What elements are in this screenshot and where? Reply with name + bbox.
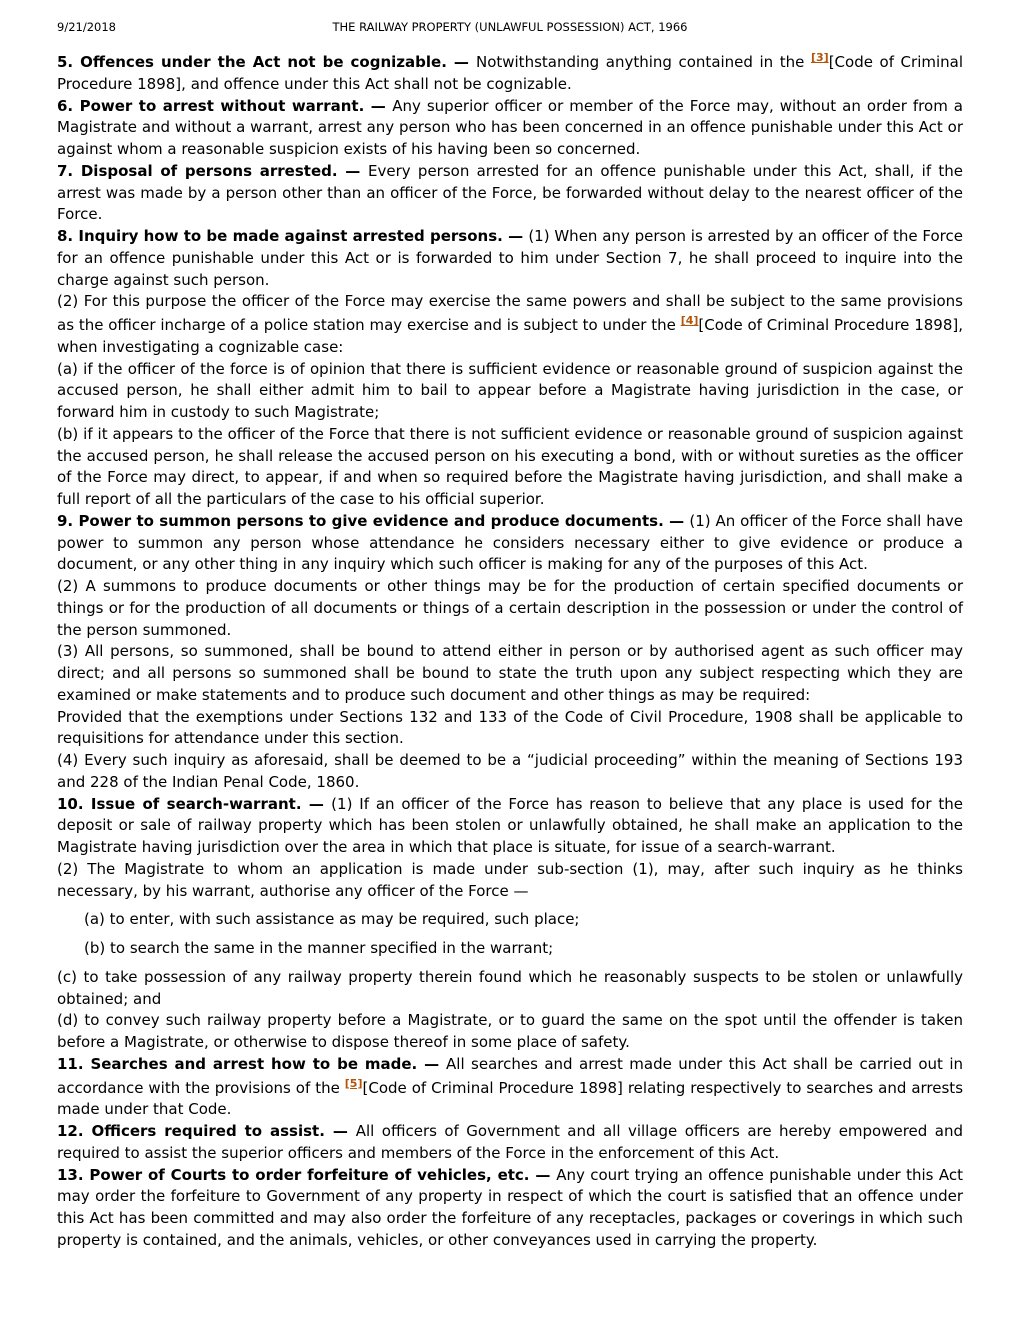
- paragraph: [57, 1010, 963, 1054]
- text-run: All officers of Government and all village officers are hereby empowered and required to assist the superior officers and members of the Force in the enforcement of this Act.: [57, 1122, 963, 1162]
- footnote-ref-link[interactable]: [4]: [680, 314, 699, 327]
- text-run: (1) An officer of the Force shall have power to summon any person whose attendance he considers necessary either to give evidence or produce a document, or any other thing in any inquiry which such officer is making for any of the purposes of this Act.: [57, 511, 964, 574]
- paragraph: [57, 859, 963, 903]
- text-run: [Code of Criminal Procedure 1898] relating respectively to searches and arrests made under that Code.: [57, 1078, 964, 1119]
- text-run: [Code of Criminal Procedure 1898], and offence under this Act shall not be cognizable.: [57, 53, 964, 93]
- section-heading: 9. Power to summon persons to give evidence and produce documents. —: [57, 511, 690, 530]
- text-run: Any court trying an offence punishable under this Act may order the forfeiture to Government of any property in respect of which the court is satisfied that an offence under this Act has been committed and may also order the forfeiture of any receptacles, packages or coverings in which such property is contained, and the animals, vehicles, or other conveyances used in carrying the property.: [57, 1165, 963, 1249]
- section-heading: 6. Power to arrest without warrant. —: [57, 96, 393, 115]
- text-run: (1) When any person is arrested by an officer of the Force for an offence punishable under this Act or is forwarded to him under Section 7, he shall proceed to inquire into the charge against such person.: [57, 227, 963, 289]
- paragraph: [57, 576, 963, 641]
- section-heading: 8. Inquiry how to be made against arrested persons. —: [57, 227, 529, 245]
- paragraph: [57, 909, 963, 931]
- text-run: (d) to convey such railway property before a Magistrate, or to guard the same on the spot until the offender is taken before a Magistrate, or otherwise to dispose thereof in some place of safety.: [57, 1011, 963, 1051]
- paragraph: [57, 226, 963, 291]
- paragraph: [57, 1165, 963, 1252]
- text-run: Notwithstanding anything contained in the: [475, 53, 811, 71]
- text-run: Every person arrested for an offence punishable under this Act, shall, if the arrest was made by a person other than an officer of the Force, be forwarded without delay to the nearest officer of the Force.: [57, 161, 963, 224]
- section-heading: 12. Officers required to assist. —: [57, 1122, 356, 1140]
- text-run: (4) Every such inquiry as aforesaid, shall be deemed to be a “judicial proceeding” within the meaning of Sections 193 and 228 of the Indian Penal Code, 1860.: [57, 751, 963, 791]
- text-run: (1) If an officer of the Force has reason to believe that any place is used for the deposit or sale of railway property which has been stolen or unlawfully obtained, he shall make an application to the Magistrate having jurisdiction over the area in which that place is situate, for issue of a search-warrant.: [57, 794, 963, 856]
- text-run: [Code of Criminal Procedure 1898], when investigating a cognizable case:: [57, 316, 963, 356]
- print-date: 9/21/2018: [57, 20, 116, 34]
- text-run: (2) A summons to produce documents or other things may be for the production of certain specified documents or things or for the production of all documents or things of a certain description in the possession or under the control of the person summoned.: [57, 577, 963, 639]
- paragraph: [57, 1121, 963, 1165]
- section-heading: 7. Disposal of persons arrested. —: [57, 161, 369, 180]
- paragraph: [57, 641, 963, 706]
- paragraph: [57, 794, 963, 859]
- text-run: (3) All persons, so summoned, shall be bound to attend either in person or by authorised agent as such officer may direct; and all persons so summoned shall be bound to state the truth upon any subject respecting which they are examined or make statements and to produce such document and other things as may be required:: [57, 642, 963, 704]
- paragraph: [57, 161, 963, 226]
- print-header: [57, 20, 963, 36]
- paragraph: [57, 291, 963, 358]
- paragraph: [57, 1054, 963, 1121]
- text-run: (b) to search the same in the manner specified in the warrant;: [84, 939, 554, 957]
- text-run: Provided that the exemptions under Sections 132 and 133 of the Code of Civil Procedure, 1908 shall be applicable to requisitions for attendance under this section.: [57, 707, 963, 748]
- section-heading: 5. Offences under the Act not be cognizable. —: [57, 53, 476, 71]
- text-run: Any superior officer or member of the Force may, without an order from a Magistrate and without a warrant, arrest any person who has been concerned in an offence punishable under this Act or against whom a reasonable suspicion exists of his having been so concerned.: [57, 96, 963, 158]
- text-run: (a) if the officer of the force is of opinion that there is sufficient evidence or reasonable ground of suspicion against the accused person, he shall either admit him to bail to appear before a Magistrate having jurisdiction in the case, or forward him in custody to such Magistrate;: [57, 359, 963, 421]
- page-title: THE RAILWAY PROPERTY (UNLAWFUL POSSESSION) ACT, 1966: [332, 20, 688, 34]
- text-run: (b) if it appears to the officer of the Force that there is not sufficient evidence or reasonable ground of suspicion against the accused person, he shall release the accused person on his executing a bond, with or without sureties as the officer of the Force may direct, to appear, if and when so required before the Magistrate having jurisdiction, and shall make a full report of all the particulars of the case to his official superior.: [57, 424, 963, 508]
- text-run: (2) For this purpose the officer of the Force may exercise the same powers and shall be subject to the same provisions as the officer incharge of a police station may exercise and is subject to under the: [57, 292, 963, 334]
- paragraph: [57, 938, 963, 960]
- text-run: (c) to take possession of any railway property therein found which he reasonably suspects to be stolen or unlawfully obtained; and: [57, 967, 963, 1008]
- footnote-ref-link[interactable]: [3]: [810, 51, 829, 64]
- section-heading: 11. Searches and arrest how to be made. —: [57, 1054, 447, 1073]
- text-run: (a) to enter, with such assistance as may be required, such place;: [84, 910, 580, 929]
- paragraph: [57, 424, 963, 511]
- section-heading: 10. Issue of search-warrant. —: [57, 794, 332, 813]
- text-run: All searches and arrest made under this Act shall be carried out in accordance with the provisions of the: [57, 1054, 963, 1097]
- paragraph: [57, 707, 963, 751]
- footnote-ref-link[interactable]: [5]: [344, 1076, 363, 1090]
- paragraph: [57, 50, 963, 96]
- paragraph: [57, 96, 963, 161]
- paragraph: [57, 511, 963, 576]
- paragraph: [57, 750, 963, 794]
- paragraph: [57, 967, 963, 1011]
- section-heading: 13. Power of Courts to order forfeiture of vehicles, etc. —: [57, 1165, 557, 1184]
- text-run: (2) The Magistrate to whom an application is made under sub-section (1), may, after such inquiry as he thinks necessary, by his warrant, authorise any officer of the Force —: [57, 859, 963, 900]
- document-content: [57, 50, 963, 1252]
- paragraph: [57, 359, 963, 424]
